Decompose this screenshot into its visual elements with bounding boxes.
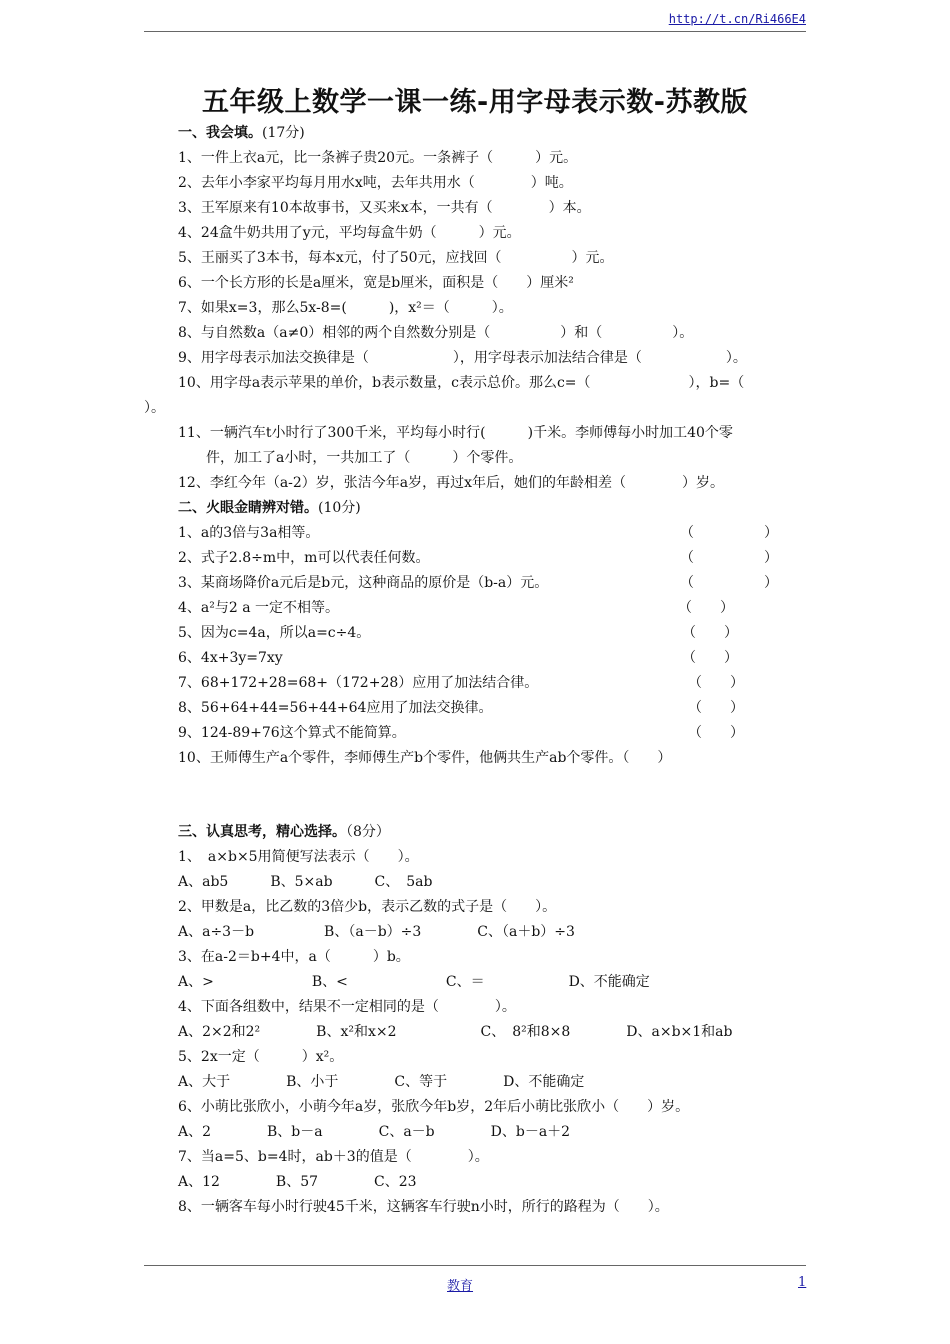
s2-item-5: 5、因为c=4a，所以a=c÷4。: [178, 625, 371, 641]
s2-item-3: 3、某商场降价a元后是b元，这种商品的原价是（b-a）元。: [178, 575, 549, 591]
s1-item-12: 12、李红今年（a-2）岁，张洁今年a岁，再过x年后，她们的年龄相差（ ）岁。: [178, 475, 725, 491]
s1-item-9: 9、用字母表示加法交换律是（ ），用字母表示加法结合律是（ ）。: [178, 350, 747, 366]
s1-item-7: 7、如果x=3，那么5x-8=( )，x²＝（ ）。: [178, 300, 513, 316]
page-title: 五年级上数学一课一练-用字母表示数-苏教版: [202, 87, 748, 118]
s1-item-10-cont: ）。: [144, 400, 165, 416]
s1-item-3: 3、王军原来有10本故事书，又买来x本，一共有（ ）本。: [178, 200, 591, 216]
s2-item-6: 6、4x+3y=7xy: [178, 650, 283, 666]
section1-heading: [178, 124, 305, 142]
section1-points: (17分): [262, 125, 305, 141]
s3-q3: 3、在a-2＝b+4中，a（ ）b。: [178, 949, 410, 965]
s3-q4: 4、下面各组数中，结果不一定相同的是（ ）。: [178, 999, 516, 1015]
s3-q7: 7、当a=5、b=4时，ab＋3的值是（ ）。: [178, 1149, 489, 1165]
s3-q4-options: A、2×2和2² B、x²和x×2 C、 8²和8×8 D、a×b×1和ab: [178, 1024, 733, 1040]
s3-q8: 8、一辆客车每小时行驶45千米，这辆客车行驶n小时，所行的路程为（ ）。: [178, 1199, 669, 1215]
s2-answer-1[interactable]: （ ）: [680, 525, 778, 541]
s2-answer-4[interactable]: （ ）: [678, 600, 734, 616]
s2-item-4: 4、a²与2 a 一定不相等。: [178, 600, 340, 616]
s3-q5-options: A、大于 B、小于 C、等于 D、不能确定: [178, 1074, 585, 1090]
s2-item-2: 2、式子2.8÷m中，m可以代表任何数。: [178, 550, 430, 566]
header-link[interactable]: http://t.cn/Ri466E4: [668, 12, 806, 26]
section3-heading-text: 三、认真思考，精心选择。: [178, 824, 346, 840]
s2-answer-6[interactable]: （ ）: [682, 650, 738, 666]
section2-points: (10分): [318, 500, 361, 516]
s2-answer-5[interactable]: （ ）: [682, 625, 738, 641]
s2-answer-3[interactable]: （ ）: [680, 575, 778, 591]
s2-item-8: 8、56+64+44=56+44+64应用了加法交换律。: [178, 700, 493, 716]
section2-heading-text: 二、火眼金睛辨对错。: [178, 500, 318, 516]
s3-q6: 6、小萌比张欣小，小萌今年a岁，张欣今年b岁，2年后小萌比张欣小（ ）岁。: [178, 1099, 690, 1115]
s3-q7-options: A、12 B、57 C、23: [178, 1174, 417, 1190]
s2-item-9: 9、124-89+76这个算式不能简算。: [178, 725, 406, 741]
s1-item-6: 6、一个长方形的长是a厘米，宽是b厘米，面积是（ ）厘米²: [178, 275, 574, 291]
s3-q3-options: A、> B、< C、＝ D、不能确定: [178, 974, 650, 990]
s3-q5: 5、2x一定（ ）x²。: [178, 1049, 344, 1065]
s1-item-5: 5、王丽买了3本书，每本x元，付了50元，应找回（ ）元。: [178, 250, 614, 266]
s1-item-8: 8、与自然数a（a≠0）相邻的两个自然数分别是（ ）和（ ）。: [178, 325, 694, 341]
s1-item-4: 4、24盒牛奶共用了y元，平均每盒牛奶（ ）元。: [178, 225, 521, 241]
s2-item-1: 1、a的3倍与3a相等。: [178, 525, 320, 541]
s3-q1: 1、 a×b×5用简便写法表示（ ）。: [178, 849, 419, 865]
footer-link[interactable]: 教育: [447, 1279, 474, 1294]
s2-item-10: 10、王师傅生产a个零件，李师傅生产b个零件，他俩共生产ab个零件。（ ）: [178, 750, 672, 766]
header-divider: [144, 31, 806, 32]
s1-item-11-cont: 件，加工了a小时，一共加工了（ ）个零件。: [178, 450, 523, 466]
s3-q2: 2、甲数是a，比乙数的3倍少b，表示乙数的式子是（ ）。: [178, 899, 557, 915]
page-number[interactable]: 1: [798, 1275, 807, 1290]
s2-item-7: 7、68+172+28=68+（172+28）应用了加法结合律。: [178, 675, 539, 691]
section3-points: （8分）: [346, 824, 390, 840]
section2-heading: [178, 499, 361, 517]
s2-answer-7[interactable]: （ ）: [688, 675, 744, 691]
footer-divider: [144, 1265, 806, 1266]
s3-q2-options: A、a÷3－b B、（a－b）÷3 C、（a＋b）÷3: [178, 924, 575, 940]
s3-q1-options: A、ab5 B、5×ab C、 5ab: [178, 874, 433, 890]
s1-item-1: 1、一件上衣a元，比一条裤子贵20元。一条裤子（ ）元。: [178, 150, 578, 166]
s2-answer-8[interactable]: （ ）: [688, 700, 744, 716]
s2-answer-9[interactable]: （ ）: [688, 725, 744, 741]
s1-item-11: 11、一辆汽车t小时行了300千米，平均每小时行( )千米。李师傅每小时加工40个零: [178, 425, 733, 441]
section1-heading-text: 一、我会填。: [178, 125, 262, 141]
section3-heading: [178, 823, 390, 841]
s3-q6-options: A、2 B、b－a C、a－b D、b－a＋2: [178, 1124, 571, 1140]
s1-item-2: 2、去年小李家平均每月用水x吨，去年共用水（ ）吨。: [178, 175, 573, 191]
s1-item-10: 10、用字母a表示苹果的单价，b表示数量，c表示总价。那么c=（ ），b=（: [178, 375, 745, 391]
s2-answer-2[interactable]: （ ）: [680, 550, 778, 566]
